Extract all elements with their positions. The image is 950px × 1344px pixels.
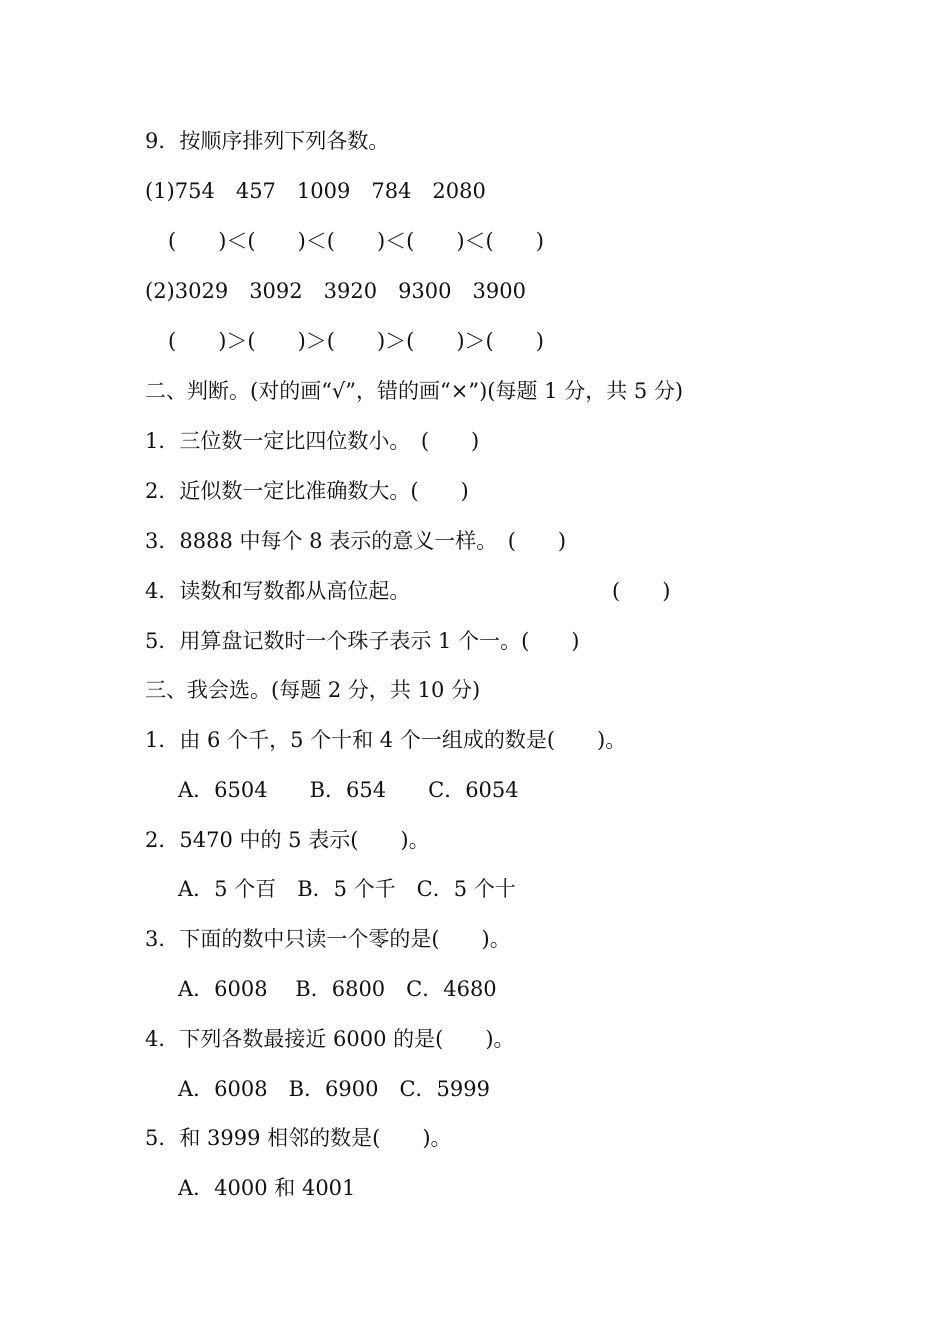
choice-question-5: 5．和 3999 相邻的数是( )。 xyxy=(145,1126,452,1150)
choice-question-1: 1．由 6 个千，5 个十和 4 个一组成的数是( )。 xyxy=(145,728,627,752)
choice-options-5: A．4000 和 4001 xyxy=(178,1176,356,1200)
judge-item-5: 5．用算盘记数时一个珠子表示 1 个一。( ) xyxy=(145,629,580,653)
section2-heading: 二、判断。(对的画“√”，错的画“×”)(每题 1 分，共 5 分) xyxy=(145,379,684,403)
judge-item-4: 4．读数和写数都从高位起。 xyxy=(145,579,411,603)
q9-part1-numbers: (1)754 457 1009 784 2080 xyxy=(145,179,486,203)
q9-part1-blanks: ( )＜( )＜( )＜( )＜( ) xyxy=(168,229,544,253)
choice-options-3: A．6008 B．6800 C．4680 xyxy=(178,977,497,1001)
choice-question-3: 3．下面的数中只读一个零的是( )。 xyxy=(145,927,511,951)
judge-item-3: 3．8888 中每个 8 表示的意义一样。 ( ) xyxy=(145,529,567,553)
judge-item-2: 2．近似数一定比准确数大。( ) xyxy=(145,479,469,503)
q9-title: 9．按顺序排列下列各数。 xyxy=(145,129,390,153)
q9-part2-blanks: ( )＞( )＞( )＞( )＞( ) xyxy=(168,329,544,353)
section3-heading: 三、我会选。(每题 2 分，共 10 分) xyxy=(145,678,481,702)
choice-options-2: A．5 个百 B．5 个千 C．5 个十 xyxy=(178,877,516,901)
judge-item-1: 1．三位数一定比四位数小。 ( ) xyxy=(145,429,480,453)
choice-question-2: 2．5470 中的 5 表示( )。 xyxy=(145,828,430,852)
judge-item-4-blank: ( ) xyxy=(612,579,671,603)
choice-options-4: A．6008 B．6900 C．5999 xyxy=(178,1077,490,1101)
choice-question-4: 4．下列各数最接近 6000 的是( )。 xyxy=(145,1027,515,1051)
q9-part2-numbers: (2)3029 3092 3920 9300 3900 xyxy=(145,279,526,303)
choice-options-1: A．6504 B．654 C．6054 xyxy=(178,778,519,802)
